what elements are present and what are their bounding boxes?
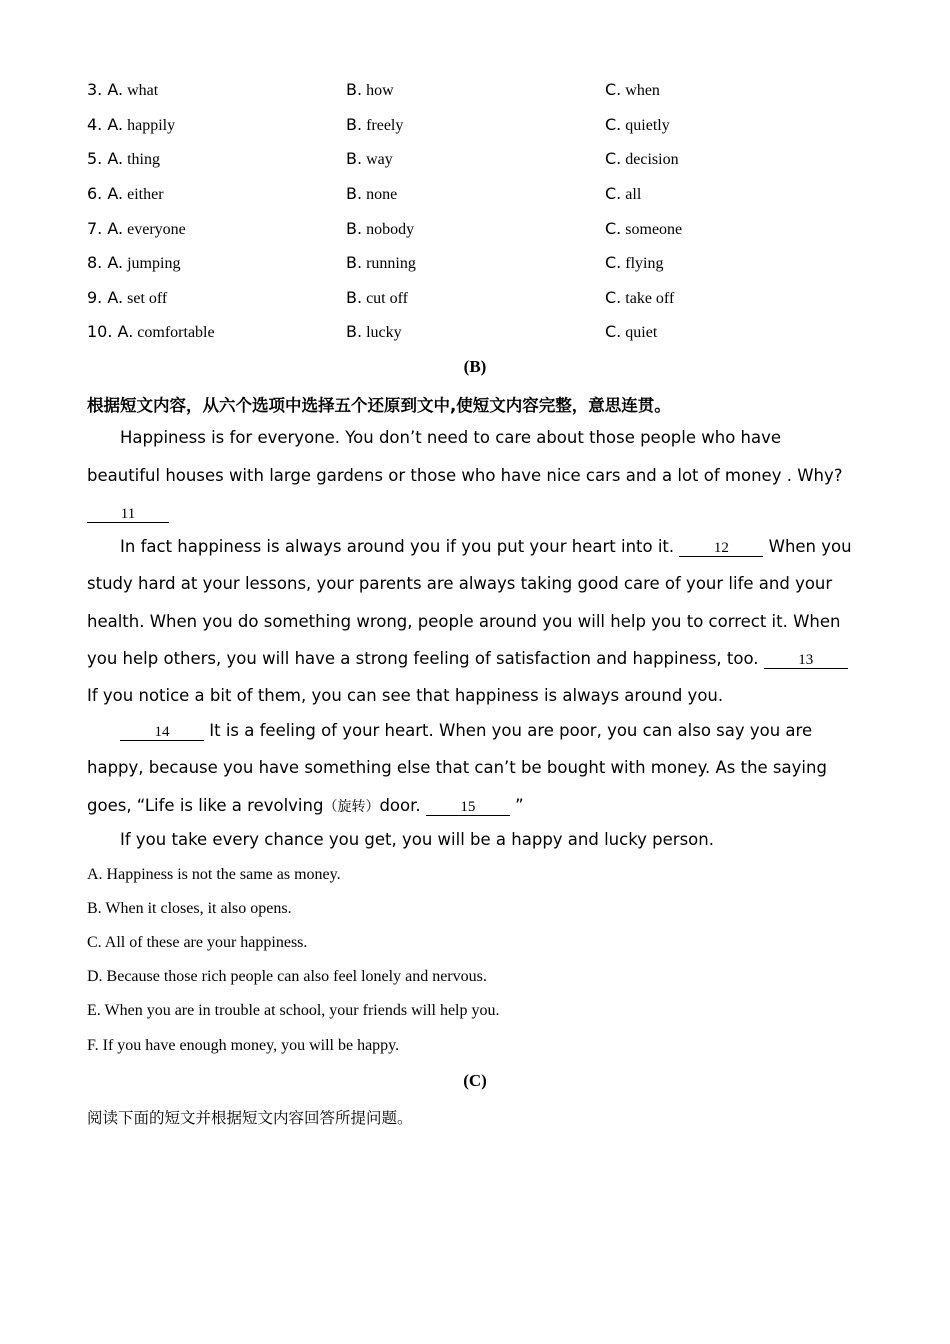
option-text: none [366, 186, 398, 203]
option-text: decision [625, 151, 679, 168]
passage-text: ” [509, 796, 524, 815]
option-text: lucky [366, 324, 402, 341]
option-label: C. [605, 80, 622, 99]
option-label: C. [605, 288, 622, 307]
option-a [87, 288, 167, 308]
passage-line [120, 537, 852, 557]
option-label: B. [346, 219, 363, 238]
question-row-9 [87, 288, 867, 312]
choice-f: F. If you have enough money, you will be happy. [87, 1037, 400, 1054]
option-c [605, 115, 670, 135]
choice-e: E. When you are in trouble at school, your friends will help you. [87, 1002, 500, 1019]
passage-text: When you [763, 537, 852, 556]
option-text: take off [625, 290, 675, 307]
choice-a: A. Happiness is not the same as money. [87, 866, 341, 883]
option-label: B. [346, 288, 363, 307]
option-label: B. [346, 115, 363, 134]
passage-text: door. [379, 796, 426, 815]
passage-text: In fact happiness is always around you if you put your heart into it. [120, 537, 680, 556]
question-row-4 [87, 115, 867, 139]
passage-line: Happiness is for everyone. You don’t need to care about those people who have [120, 428, 782, 447]
option-label: B. [346, 80, 363, 99]
section-c-instruction: 阅读下面的短文并根据短文内容回答所提问题。 [87, 1109, 413, 1127]
option-a [87, 115, 175, 135]
question-row-3 [87, 80, 867, 104]
option-text: what [127, 82, 159, 99]
chinese-gloss: （旋转） [323, 799, 380, 815]
option-c [605, 288, 674, 308]
option-b [346, 115, 403, 135]
option-text: flying [625, 255, 664, 272]
option-text: someone [625, 221, 683, 238]
option-label: C. [605, 322, 622, 341]
option-c [605, 322, 657, 342]
option-b [346, 322, 402, 342]
question-number: 10. [87, 322, 113, 341]
option-b [346, 80, 394, 100]
option-label: A. [107, 184, 124, 203]
passage-line [87, 796, 524, 816]
option-text: everyone [127, 221, 186, 238]
option-c [605, 80, 660, 100]
option-label: A. [107, 219, 124, 238]
question-number: 7. [87, 219, 103, 238]
choice-d: D. Because those rich people can also feel lonely and nervous. [87, 968, 487, 985]
option-label: B. [346, 322, 363, 341]
option-label: B. [346, 253, 363, 272]
option-label: C. [605, 253, 622, 272]
option-text: comfortable [137, 324, 215, 341]
option-a [87, 219, 186, 239]
option-label: A. [107, 80, 124, 99]
option-text: set off [127, 290, 168, 307]
section-b-heading: (B) [463, 357, 487, 376]
answer-blank-13[interactable]: 13 [764, 652, 848, 669]
question-number: 3. [87, 80, 103, 99]
answer-blank-12[interactable]: 12 [679, 540, 763, 557]
question-number: 8. [87, 253, 103, 272]
option-text: thing [127, 151, 160, 168]
passage-line: health. When you do something wrong, people around you will help you to correct it. When [87, 612, 841, 631]
question-number: 9. [87, 288, 103, 307]
option-text: way [366, 151, 393, 168]
question-row-8 [87, 253, 867, 277]
question-number: 6. [87, 184, 103, 203]
option-text: quiet [625, 324, 658, 341]
option-text: quietly [625, 117, 670, 134]
option-label: C. [605, 184, 622, 203]
passage-line [87, 503, 169, 523]
answer-blank-11[interactable]: 11 [87, 506, 169, 523]
option-c [605, 253, 663, 273]
passage-line: If you notice a bit of them, you can see that happiness is always around you. [87, 686, 724, 705]
option-a [87, 184, 164, 204]
answer-blank-14[interactable]: 14 [120, 724, 204, 741]
option-label: A. [107, 149, 124, 168]
section-c-heading: (C) [463, 1071, 487, 1090]
option-a [87, 149, 160, 169]
option-text: cut off [366, 290, 408, 307]
answer-blank-15[interactable]: 15 [426, 799, 510, 816]
option-text: running [366, 255, 416, 272]
option-text: nobody [366, 221, 415, 238]
choice-b: B. When it closes, it also opens. [87, 900, 292, 917]
option-label: C. [605, 149, 622, 168]
passage-text: It is a feeling of your heart. When you are poor, you can also say you are [204, 721, 813, 740]
section-b-instruction: 根据短文内容，从六个选项中选择五个还原到文中,使短文内容完整，意思连贯。 [87, 396, 671, 415]
option-label: B. [346, 149, 363, 168]
choice-c: C. All of these are your happiness. [87, 934, 308, 951]
option-label: B. [346, 184, 363, 203]
option-text: happily [127, 117, 176, 134]
passage-line: beautiful houses with large gardens or those who have nice cars and a lot of money . Why? [87, 466, 843, 485]
option-c [605, 149, 679, 169]
passage-line [120, 721, 812, 741]
passage-text: goes, “Life is like a revolving [87, 796, 324, 815]
option-a [87, 80, 158, 100]
option-label: A. [107, 253, 124, 272]
question-number: 4. [87, 115, 103, 134]
option-text: when [625, 82, 660, 99]
option-text: jumping [127, 255, 181, 272]
question-row-7 [87, 219, 867, 243]
question-row-6 [87, 184, 867, 208]
question-row-5 [87, 149, 867, 173]
option-b [346, 149, 393, 169]
option-text: how [366, 82, 394, 99]
option-label: C. [605, 219, 622, 238]
option-text: freely [366, 117, 404, 134]
passage-text: you help others, you will have a strong feeling of satisfaction and happiness, too. [87, 649, 764, 668]
option-a [87, 322, 215, 342]
passage-line [87, 649, 848, 669]
option-b [346, 253, 416, 273]
passage-line: If you take every chance you get, you will be a happy and lucky person. [120, 830, 714, 849]
option-c [605, 219, 682, 239]
question-row-10 [87, 322, 867, 346]
passage-line: study hard at your lessons, your parents are always taking good care of your life and your [87, 574, 833, 593]
option-text: either [127, 186, 164, 203]
option-label: A. [107, 288, 124, 307]
question-number: 5. [87, 149, 103, 168]
option-label: A. [107, 115, 124, 134]
option-a [87, 253, 180, 273]
option-c [605, 184, 641, 204]
option-label: C. [605, 115, 622, 134]
option-b [346, 288, 408, 308]
option-b [346, 219, 414, 239]
option-label: A. [117, 322, 134, 341]
passage-line: happy, because you have something else that can’t be bought with money. As the saying [87, 758, 827, 777]
option-text: all [625, 186, 642, 203]
option-b [346, 184, 397, 204]
